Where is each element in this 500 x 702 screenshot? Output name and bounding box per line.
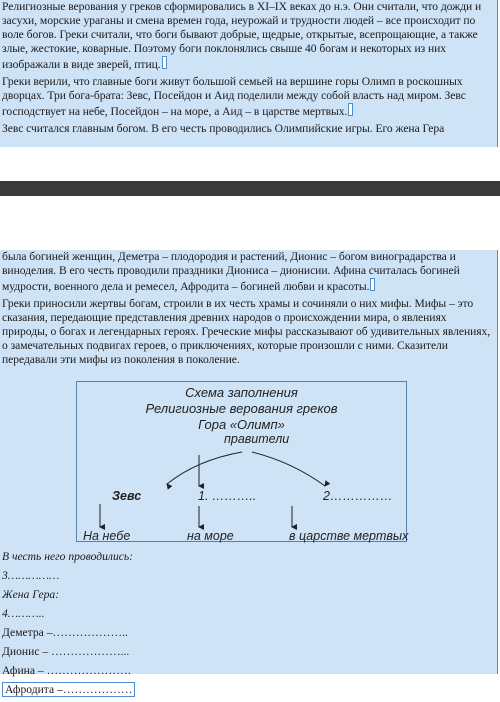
paragraph-zeus: Зевс считался главным богом. В его честь проводились Олимпийские игры. Его жена Гера: [2, 122, 445, 135]
paragraph-gods: была богиней женщин, Деметра – плодородия и растений, Дионис – богом виноградарства и виноделия. В его честь проводили праздники Диониса – дионисии. Афина считалась богиней мудрости, военного дела и ремесел, Афродита – богиней любви и красоты.: [2, 250, 460, 293]
realm-sea: на море: [187, 529, 234, 543]
wife-blank[interactable]: 4………..: [2, 607, 45, 620]
rulers-label: правители: [224, 432, 290, 446]
scheme-title-3: Гора «Олимп»: [198, 417, 285, 432]
scheme-diagram: [76, 381, 407, 542]
athena-blank[interactable]: Афина – ………………….: [2, 664, 131, 677]
god-blank-1: 1. ………..: [198, 489, 257, 503]
arrow-to-god-2: [252, 452, 325, 486]
honor-heading: В честь него проводились:: [2, 550, 134, 563]
paragraph-myths: Греки приносили жертвы богам, строили в их честь храмы и сочиняли о них мифы. Мифы – это сказания, передающие представления древних народов о происхождении мира, о явлениях природы, о богах и легендарных героях. Греческие мифы рассказывают об удивительных явлениях, о замечательных подвигах героев, о приключениях, которые произошли с ними. Сказители передавали эти мифы из поколения в поколение.: [2, 297, 491, 366]
scheme-title-1: Схема заполнения: [185, 385, 298, 400]
paragraph-religion: Религиозные верования у греков сформировались в XI–IX веках до н.э. Они считали, что дожди и засухи, морские ураганы и смена времен года, неурожай и трудности людей – все происходит по воле богов. Греки считали, что боги бывают добрые, щедрые, открытые, всепрощающие, а также злые, жестокие, коварные. Поэтому боги поклонялись свыше 40 богам и некоторых из них изображали в виде зверей, птиц.: [2, 0, 482, 71]
selected-text-top[interactable]: [0, 0, 498, 147]
honor-blank[interactable]: 3……………: [2, 569, 60, 582]
wife-heading: Жена Гера:: [2, 588, 60, 601]
paragraph-olympus: Греки верили, что главные боги живут большой семьей на вершине горы Олимп в роскошных дворцах. Три бога-брата: Зевс, Посейдон и Аид поделили между собой власть над миром. Зевс господствует на небе, Посейдон – на море, а Аид – в царстве мертвых.: [2, 75, 466, 118]
scheme-arrows: [77, 382, 409, 543]
paragraph-mark-icon: [370, 278, 375, 291]
scheme-title-2: Религиозные верования греков: [145, 401, 338, 416]
fill-in-list: [2, 550, 135, 702]
dionysus-blank[interactable]: Дионис – ………………...: [2, 645, 130, 658]
page-divider: [0, 181, 500, 196]
page-bottom: [0, 196, 500, 696]
god-zeus: Зевс: [112, 489, 142, 503]
god-blank-2: 2……………: [323, 489, 393, 503]
realm-sky: На небе: [83, 529, 131, 543]
paragraph-mark-icon: [162, 56, 167, 69]
arrow-to-zeus: [167, 452, 242, 484]
aphrodite-blank[interactable]: Афродита –………………: [2, 683, 135, 702]
realm-underworld: в царстве мертвых: [289, 529, 409, 543]
page-top: [0, 0, 500, 147]
demeter-blank[interactable]: Деметра –………………..: [2, 626, 128, 639]
paragraph-mark-icon: [348, 103, 353, 116]
selected-text-bottom[interactable]: [0, 250, 498, 696]
